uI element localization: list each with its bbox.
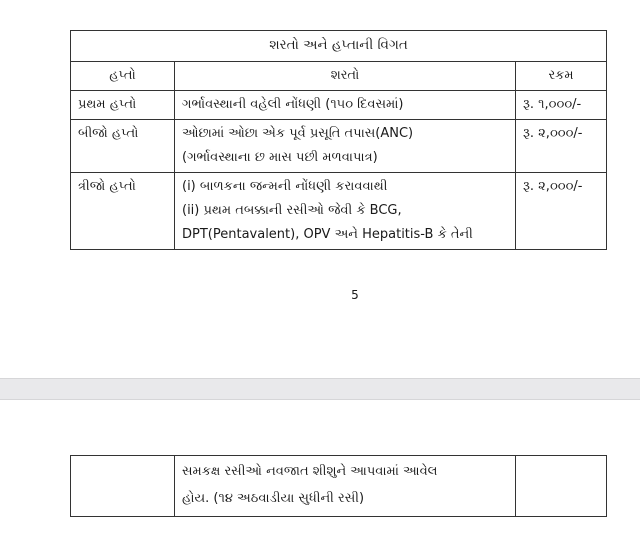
- installment-cell: [71, 456, 175, 517]
- conditions-cell: [175, 91, 516, 120]
- condition-line: ગર્ભાવસ્થાની વહેલી નોંધણી (૧૫૦ દિવસમાં): [182, 97, 404, 112]
- installment-cell: બીજો હપ્તો: [71, 120, 175, 173]
- conditions-cell: [175, 120, 516, 173]
- condition-line: સમકક્ષ રસીઓ નવજાત શીશુને આપવામાં આવેલ: [182, 464, 438, 479]
- amount-cell: રૂ. ૧,૦૦૦/-: [516, 91, 607, 120]
- table-row: [71, 173, 607, 250]
- page-number: 5: [351, 288, 359, 302]
- table-row: [71, 91, 607, 120]
- installment-cell: ત્રીજો હપ્તો: [71, 173, 175, 250]
- condition-line: (ii) પ્રથમ તબક્કાની રસીઓ જેવી કે BCG,: [182, 203, 402, 218]
- conditions-cell: [175, 456, 516, 517]
- header-installment: હપ્તો: [71, 62, 175, 91]
- condition-line: DPT(Pentavalent), OPV અને Hepatitis-B કે તેની: [182, 227, 473, 242]
- installment-cell: પ્રથમ હપ્તો: [71, 91, 175, 120]
- continued-table: [70, 455, 607, 517]
- conditions-cell: [175, 173, 516, 250]
- page-separator: [0, 378, 640, 400]
- header-conditions: શરતો: [175, 62, 516, 91]
- amount-cell: રૂ. ૨,૦૦૦/-: [516, 173, 607, 250]
- condition-line: ઓછામાં ઓછા એક પૂર્વ પ્રસૂતિ તપાસ(ANC): [182, 126, 414, 141]
- amount-cell: રૂ. ૨,૦૦૦/-: [516, 120, 607, 173]
- condition-line: (i) બાળકના જન્મની નોંધણી કરાવવાથી: [182, 179, 388, 194]
- table-caption: શરતો અને હપ્તાની વિગત: [71, 31, 607, 62]
- condition-line: (ગર્ભાવસ્થાના છ માસ પછી મળવાપાત્ર): [182, 150, 378, 165]
- installment-terms-table: [70, 30, 607, 250]
- condition-line: હોય. (૧૪ અઠવાડીયા સુધીની રસી): [182, 491, 365, 506]
- amount-cell: [516, 456, 607, 517]
- table-row: [71, 456, 607, 517]
- header-amount: રકમ: [516, 62, 607, 91]
- table-row: [71, 120, 607, 173]
